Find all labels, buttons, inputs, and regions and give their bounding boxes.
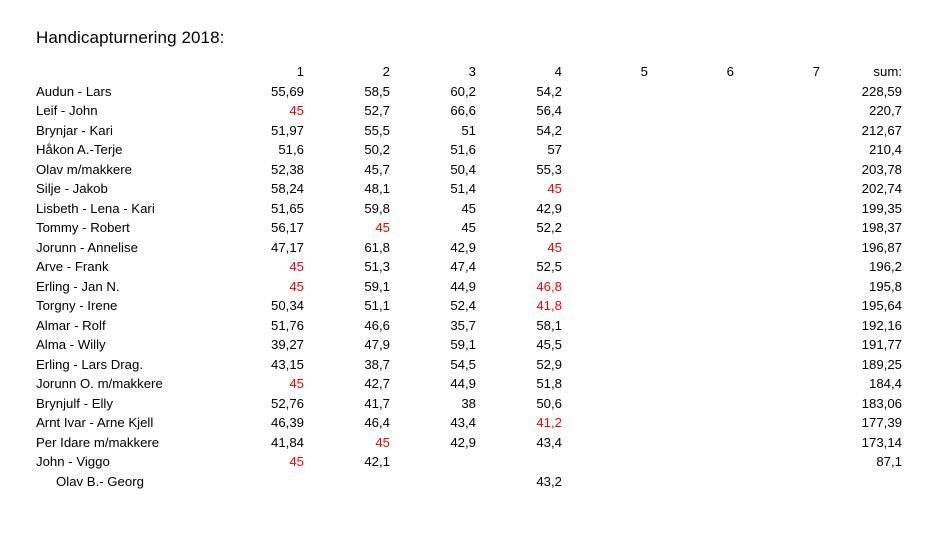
column-header-name: [36, 62, 218, 82]
score-cell-round-7: [734, 218, 820, 238]
score-cell-round-4: 42,9: [536, 200, 562, 216]
score-cell-round-5: [562, 82, 648, 102]
score-cell-round-2: 45: [375, 434, 390, 450]
sum-cell: 228,59: [861, 83, 902, 99]
score-cell-round-7: [734, 355, 820, 375]
score-cell-round-2: 59,1: [364, 278, 390, 294]
score-cell-round-2: 45,7: [364, 161, 390, 177]
sum-cell: 212,67: [861, 122, 902, 138]
score-cell-round-3: 42,9: [450, 434, 476, 450]
score-cell-round-7: [734, 413, 820, 433]
score-cell-round-2: 55,5: [364, 122, 390, 138]
table-header: [36, 62, 902, 82]
score-cell-round-6: [648, 218, 734, 238]
score-cell-round-5: [562, 374, 648, 394]
table-row: [36, 82, 902, 102]
table-row: [36, 413, 902, 433]
score-cell-round-4: 52,5: [536, 259, 562, 274]
score-cell-round-2: 51,1: [364, 298, 390, 313]
score-cell-round-7: [734, 179, 820, 199]
table-row: [36, 296, 902, 316]
player-pair-name: Torgny - Irene: [36, 298, 118, 313]
score-cell-round-1: 56,17: [270, 220, 304, 235]
score-cell-round-6: [648, 277, 734, 297]
table-row: [36, 335, 902, 355]
score-cell-round-2: 47,9: [364, 337, 390, 352]
table-row: [36, 452, 902, 472]
sum-cell: 195,64: [861, 298, 902, 313]
player-pair-name: Brynjar - Kari: [36, 122, 113, 138]
score-cell-round-7: [734, 296, 820, 316]
score-cell-round-6: [648, 160, 734, 180]
score-cell-round-4: 55,3: [536, 161, 562, 177]
sum-cell: 183,06: [861, 395, 902, 411]
score-cell-round-4: 43,4: [536, 434, 562, 450]
sum-cell: 196,2: [868, 259, 902, 274]
score-cell-round-3: [390, 472, 476, 492]
score-cell-round-4: 54,2: [536, 83, 562, 99]
column-header-sum: sum:: [873, 64, 902, 79]
score-cell-round-1: 52,76: [270, 395, 304, 411]
table-row: [36, 433, 902, 453]
sum-cell: 195,8: [868, 278, 902, 294]
sum-cell: 184,4: [868, 376, 902, 391]
score-cell-round-3: 44,9: [450, 376, 476, 391]
player-pair-name: Per Idare m/makkere: [36, 434, 160, 450]
column-header-round-6: 6: [726, 64, 734, 79]
column-header-round-5: 5: [640, 64, 648, 79]
score-cell-round-1: 50,34: [270, 298, 304, 313]
score-cell-round-1: 41,84: [270, 434, 304, 450]
score-cell-round-7: [734, 472, 820, 492]
score-cell-round-3: 59,1: [450, 337, 476, 352]
score-cell-round-5: [562, 335, 648, 355]
score-cell-round-6: [648, 394, 734, 414]
score-cell-round-4: 54,2: [536, 122, 562, 138]
score-cell-round-6: [648, 257, 734, 277]
score-cell-round-4: 43,2: [536, 473, 562, 489]
score-cell-round-7: [734, 199, 820, 219]
score-cell-round-1: 58,24: [270, 181, 304, 196]
score-cell-round-4: 58,1: [536, 317, 562, 333]
score-cell-round-2: 46,6: [364, 317, 390, 333]
score-cell-round-5: [562, 121, 648, 141]
player-pair-name: Silje - Jakob: [36, 181, 108, 196]
sum-cell: 196,87: [861, 239, 902, 255]
score-cell-round-6: [648, 433, 734, 453]
score-cell-round-6: [648, 452, 734, 472]
sum-cell: 198,37: [861, 220, 902, 235]
score-cell-round-3: 54,5: [450, 356, 476, 372]
sum-cell: 189,25: [861, 356, 902, 372]
score-cell-round-1: 51,6: [278, 142, 304, 157]
score-cell-round-7: [734, 277, 820, 297]
score-cell-round-4: 50,6: [536, 395, 562, 411]
score-cell-round-4: 52,2: [536, 220, 562, 235]
column-header-round-3: 3: [468, 64, 476, 79]
score-cell-round-1: 55,69: [270, 83, 304, 99]
sum-cell: 202,74: [861, 181, 902, 196]
score-cell-round-7: [734, 452, 820, 472]
score-cell-round-4: 45: [547, 181, 562, 196]
score-cell-round-7: [734, 140, 820, 160]
score-cell-round-6: [648, 199, 734, 219]
table-header-row: [36, 62, 902, 82]
score-cell-round-4: 56,4: [536, 103, 562, 118]
sum-cell: 87,1: [876, 454, 902, 469]
score-cell-round-5: [562, 413, 648, 433]
score-cell-round-7: [734, 121, 820, 141]
score-cell-round-3: [390, 452, 476, 472]
player-pair-name: Erling - Jan N.: [36, 278, 120, 294]
column-header-round-4: 4: [554, 64, 562, 79]
score-cell-round-7: [734, 394, 820, 414]
score-cell-round-6: [648, 296, 734, 316]
score-cell-round-2: 48,1: [364, 181, 390, 196]
table-row: [36, 238, 902, 258]
score-cell-round-6: [648, 179, 734, 199]
sum-cell: [820, 472, 902, 492]
score-cell-round-1: 52,38: [270, 161, 304, 177]
player-pair-name: Olav B.- Georg: [56, 473, 144, 489]
table-row: [36, 101, 902, 121]
player-pair-name: Tommy - Robert: [36, 220, 130, 235]
score-cell-round-2: 41,7: [364, 395, 390, 411]
table-row: [36, 316, 902, 336]
score-cell-round-4: 45,5: [536, 337, 562, 352]
player-pair-name: Almar - Rolf: [36, 317, 106, 333]
score-cell-round-5: [562, 218, 648, 238]
score-cell-round-3: 45: [461, 220, 476, 235]
score-cell-round-2: 58,5: [364, 83, 390, 99]
player-pair-name: Lisbeth - Lena - Kari: [36, 200, 155, 216]
score-cell-round-7: [734, 238, 820, 258]
table-row: [36, 472, 902, 492]
page-title: Handicapturnering 2018:: [36, 28, 225, 47]
sum-cell: 220,7: [868, 103, 902, 118]
score-cell-round-6: [648, 335, 734, 355]
score-cell-round-5: [562, 296, 648, 316]
player-pair-name: Brynjulf - Elly: [36, 395, 113, 411]
score-cell-round-3: 38: [461, 395, 476, 411]
player-pair-name: Håkon A.-Terje: [36, 142, 123, 157]
score-cell-round-4: 57: [547, 142, 562, 157]
player-pair-name: Arnt Ivar - Arne Kjell: [36, 415, 154, 430]
table-row: [36, 257, 902, 277]
score-cell-round-3: 42,9: [450, 239, 476, 255]
score-cell-round-5: [562, 160, 648, 180]
score-cell-round-5: [562, 257, 648, 277]
score-cell-round-1: [218, 472, 304, 492]
handicap-results-table: [36, 62, 902, 491]
score-cell-round-6: [648, 101, 734, 121]
score-cell-round-5: [562, 433, 648, 453]
score-cell-round-2: 50,2: [364, 142, 390, 157]
column-header-round-2: 2: [382, 64, 390, 79]
player-pair-name: Erling - Lars Drag.: [36, 356, 144, 372]
score-cell-round-6: [648, 374, 734, 394]
table-row: [36, 374, 902, 394]
player-pair-name: Arve - Frank: [36, 259, 109, 274]
score-cell-round-7: [734, 433, 820, 453]
score-cell-round-5: [562, 277, 648, 297]
score-cell-round-1: 45: [289, 454, 304, 469]
score-cell-round-2: 46,4: [364, 415, 390, 430]
score-cell-round-7: [734, 160, 820, 180]
player-pair-name: Jorunn O. m/makkere: [36, 376, 163, 391]
score-cell-round-7: [734, 82, 820, 102]
player-pair-name: Alma - Willy: [36, 337, 106, 352]
score-cell-round-1: 45: [289, 103, 304, 118]
score-cell-round-3: 51: [461, 122, 476, 138]
score-cell-round-1: 39,27: [270, 337, 304, 352]
score-cell-round-2: 45: [375, 220, 390, 235]
player-pair-name: Jorunn - Annelise: [36, 239, 138, 255]
score-cell-round-1: 45: [289, 259, 304, 274]
score-cell-round-5: [562, 238, 648, 258]
score-cell-round-2: 61,8: [364, 239, 390, 255]
score-cell-round-2: 42,7: [364, 376, 390, 391]
sum-cell: 210,4: [868, 142, 902, 157]
score-cell-round-1: 51,97: [270, 122, 304, 138]
score-cell-round-3: 43,4: [450, 415, 476, 430]
score-cell-round-6: [648, 82, 734, 102]
score-cell-round-2: 51,3: [364, 259, 390, 274]
score-cell-round-1: 43,15: [270, 356, 304, 372]
score-cell-round-4: 46,8: [536, 278, 562, 294]
table-row: [36, 218, 902, 238]
score-cell-round-6: [648, 472, 734, 492]
score-cell-round-5: [562, 140, 648, 160]
score-cell-round-3: 47,4: [450, 259, 476, 274]
player-pair-name: Audun - Lars: [36, 83, 112, 99]
score-cell-round-2: 59,8: [364, 200, 390, 216]
score-cell-round-4: 45: [547, 239, 562, 255]
score-cell-round-3: 51,4: [450, 181, 476, 196]
score-cell-round-7: [734, 316, 820, 336]
score-cell-round-2: [304, 472, 390, 492]
table-row: [36, 355, 902, 375]
score-cell-round-4: [476, 452, 562, 472]
score-cell-round-3: 35,7: [450, 317, 476, 333]
score-cell-round-3: 50,4: [450, 161, 476, 177]
sum-cell: 191,77: [861, 337, 902, 352]
score-cell-round-7: [734, 101, 820, 121]
score-cell-round-4: 41,8: [536, 298, 562, 313]
score-cell-round-3: 44,9: [450, 278, 476, 294]
score-cell-round-4: 41,2: [536, 415, 562, 430]
score-cell-round-4: 52,9: [536, 356, 562, 372]
score-cell-round-2: 52,7: [364, 103, 390, 118]
score-cell-round-3: 52,4: [450, 298, 476, 313]
score-cell-round-2: 42,1: [364, 454, 390, 469]
player-pair-name: Leif - John: [36, 103, 98, 118]
score-cell-round-6: [648, 316, 734, 336]
score-cell-round-5: [562, 199, 648, 219]
column-header-round-7: 7: [812, 64, 820, 79]
score-cell-round-5: [562, 101, 648, 121]
score-cell-round-1: 46,39: [270, 415, 304, 430]
column-header-round-1: 1: [296, 64, 304, 79]
score-cell-round-5: [562, 355, 648, 375]
table-row: [36, 199, 902, 219]
player-pair-name: John - Viggo: [36, 454, 110, 469]
table-row: [36, 160, 902, 180]
score-cell-round-6: [648, 121, 734, 141]
score-cell-round-7: [734, 374, 820, 394]
sum-cell: 177,39: [861, 415, 902, 430]
score-cell-round-5: [562, 394, 648, 414]
sum-cell: 173,14: [861, 434, 902, 450]
score-cell-round-3: 60,2: [450, 83, 476, 99]
score-cell-round-3: 51,6: [450, 142, 476, 157]
score-cell-round-5: [562, 452, 648, 472]
score-cell-round-7: [734, 257, 820, 277]
score-cell-round-3: 45: [461, 200, 476, 216]
score-cell-round-3: 66,6: [450, 103, 476, 118]
sum-cell: 192,16: [861, 317, 902, 333]
score-cell-round-6: [648, 140, 734, 160]
score-cell-round-1: 47,17: [270, 239, 304, 255]
score-cell-round-1: 51,65: [270, 200, 304, 216]
table-row: [36, 277, 902, 297]
table-row: [36, 140, 902, 160]
score-cell-round-5: [562, 472, 648, 492]
sum-cell: 203,78: [861, 161, 902, 177]
score-cell-round-5: [562, 179, 648, 199]
score-cell-round-1: 45: [289, 278, 304, 294]
score-cell-round-6: [648, 355, 734, 375]
table-row: [36, 394, 902, 414]
player-pair-name: Olav m/makkere: [36, 161, 132, 177]
score-cell-round-6: [648, 413, 734, 433]
score-cell-round-1: 45: [289, 376, 304, 391]
score-cell-round-5: [562, 316, 648, 336]
sum-cell: 199,35: [861, 200, 902, 216]
score-cell-round-1: 51,76: [270, 317, 304, 333]
score-cell-round-6: [648, 238, 734, 258]
score-cell-round-7: [734, 335, 820, 355]
score-cell-round-4: 51,8: [536, 376, 562, 391]
table-row: [36, 121, 902, 141]
score-cell-round-2: 38,7: [364, 356, 390, 372]
table-row: [36, 179, 902, 199]
table-body: [36, 82, 902, 492]
